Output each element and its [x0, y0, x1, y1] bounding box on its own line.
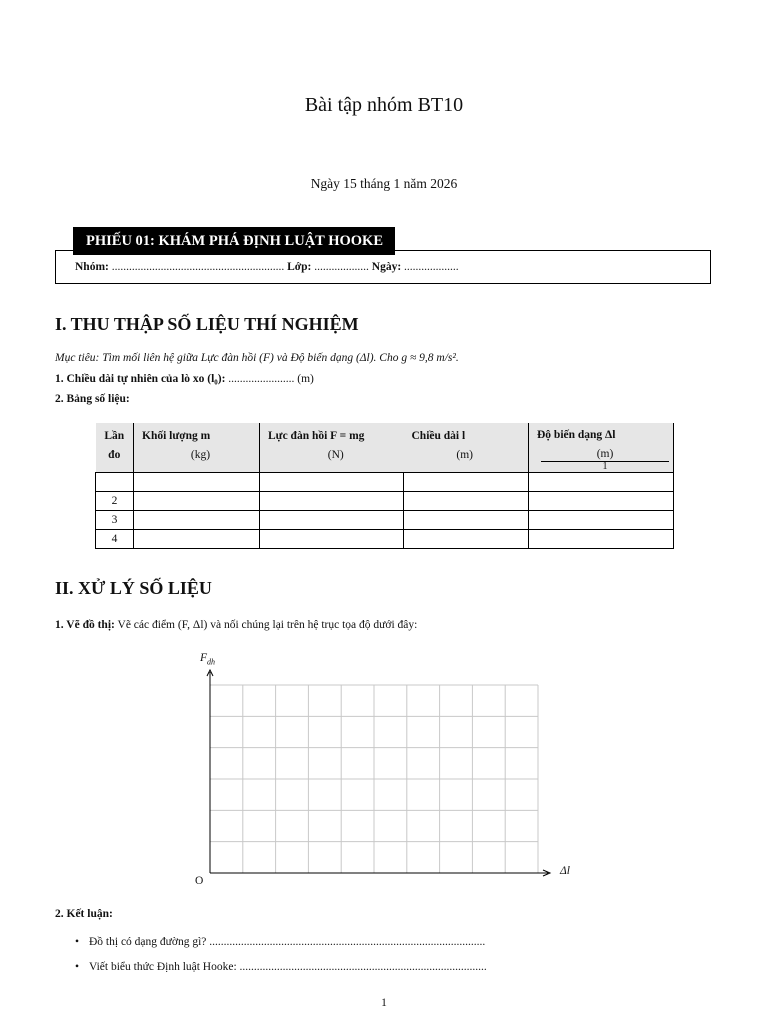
- length-cell[interactable]: [404, 530, 529, 549]
- origin-label: O: [195, 875, 204, 887]
- conclusion-label: 2. Kết luận:: [55, 908, 113, 920]
- page-number: 1: [381, 997, 387, 1009]
- day-blank: ...................: [401, 261, 459, 273]
- worksheet-banner: PHIẾU 01: KHÁM PHÁ ĐỊNH LUẬT HOOKE: [73, 227, 395, 255]
- coordinate-graph: [200, 668, 560, 880]
- list-item: [75, 961, 487, 973]
- trial-number-cell: 2: [96, 492, 134, 511]
- deformation-cell[interactable]: [529, 473, 674, 492]
- header-force: [260, 423, 404, 473]
- question1-line: [55, 373, 314, 385]
- header-mass-line1: Khối lượng m: [142, 430, 211, 442]
- length-cell[interactable]: [404, 473, 529, 492]
- deformation-cell[interactable]: [529, 511, 674, 530]
- question1-blank: ....................... (m): [225, 373, 314, 385]
- mass-cell[interactable]: [134, 473, 260, 492]
- group-label: Nhóm:: [75, 261, 109, 273]
- deformation-cell[interactable]: [529, 492, 674, 511]
- trial-number-cell: 4: [96, 530, 134, 549]
- header-trial-line1: Lần: [104, 430, 125, 442]
- header-trial: [96, 423, 134, 473]
- graph-grid: [210, 685, 538, 873]
- header-mass: [134, 423, 260, 473]
- group-blank: ............................................................: [108, 261, 285, 273]
- question1-label: 1. Chiều dài tự nhiên của lò xo (l₀):: [55, 373, 226, 385]
- force-cell[interactable]: [260, 511, 404, 530]
- graph-instruction-line: [55, 619, 417, 631]
- group-info-line: [75, 261, 459, 273]
- force-cell[interactable]: [260, 530, 404, 549]
- header-deformation-line1: Độ biến dạng Δl: [537, 429, 616, 441]
- class-blank: ...................: [311, 261, 369, 273]
- header-length: [404, 423, 529, 473]
- mass-cell[interactable]: [134, 530, 260, 549]
- header-length-line1: Chiều dài l: [411, 430, 466, 442]
- y-axis-label: [200, 652, 215, 666]
- graph-instruction-text: Vẽ các điểm (F, Δl) và nối chúng lại trên hệ trục tọa độ dưới đây:: [114, 619, 418, 631]
- section1-heading: I. THU THẬP SỐ LIỆU THÍ NGHIỆM: [55, 314, 359, 334]
- header-deformation-line3: 1: [602, 461, 608, 472]
- trial-number-cell: [96, 473, 134, 492]
- section2-heading: II. XỬ LÝ SỐ LIỆU: [55, 578, 212, 598]
- bullet-dot: •: [75, 936, 80, 948]
- trial-number-cell: 3: [96, 511, 134, 530]
- day-label: Ngày:: [371, 261, 402, 273]
- deformation-cell[interactable]: [529, 530, 674, 549]
- class-label: Lớp:: [287, 261, 312, 273]
- table-row: [96, 511, 674, 530]
- mass-cell[interactable]: [134, 511, 260, 530]
- force-cell[interactable]: [260, 492, 404, 511]
- list-item: [75, 936, 485, 948]
- force-cell[interactable]: [260, 473, 404, 492]
- bullet-text: Đồ thị có dạng đường gì? ................................................................................................: [89, 936, 486, 948]
- bullet-text: Viết biểu thức Định luật Hooke: ......................................................................................: [89, 961, 487, 973]
- mass-cell[interactable]: [134, 492, 260, 511]
- question2-label: 2. Bảng số liệu:: [55, 393, 130, 405]
- table-row: [96, 473, 674, 492]
- header-force-line2: (N): [327, 449, 344, 461]
- header-trial-line2: đo: [108, 449, 121, 461]
- graph-instruction-label: 1. Vẽ đồ thị:: [55, 619, 115, 631]
- header-deformation: [529, 423, 674, 473]
- length-cell[interactable]: [404, 492, 529, 511]
- y-axis-letter: F: [200, 652, 208, 664]
- header-force-line1: Lực đàn hồi F = mg: [268, 430, 365, 442]
- length-cell[interactable]: [404, 511, 529, 530]
- document-date: Ngày 15 tháng 1 năm 2026: [310, 176, 458, 191]
- table-row: [96, 530, 674, 549]
- y-axis-subscript: dh: [207, 657, 216, 667]
- table-row: [96, 492, 674, 511]
- header-deformation-line2: (m): [596, 448, 614, 460]
- header-mass-line2: (kg): [190, 449, 211, 461]
- document-title: Bài tập nhóm BT10: [304, 94, 464, 116]
- data-table: [95, 423, 674, 549]
- table-header-row: [96, 423, 674, 473]
- header-length-line2: (m): [456, 449, 473, 461]
- x-axis-label: Δl: [560, 865, 570, 877]
- bullet-dot: •: [75, 961, 80, 973]
- objective-text: Mục tiêu: Tìm mối liên hệ giữa Lực đàn hồi (F) và Độ biến dạng (Δl). Cho g ≈ 9,8 m/s².: [55, 352, 459, 364]
